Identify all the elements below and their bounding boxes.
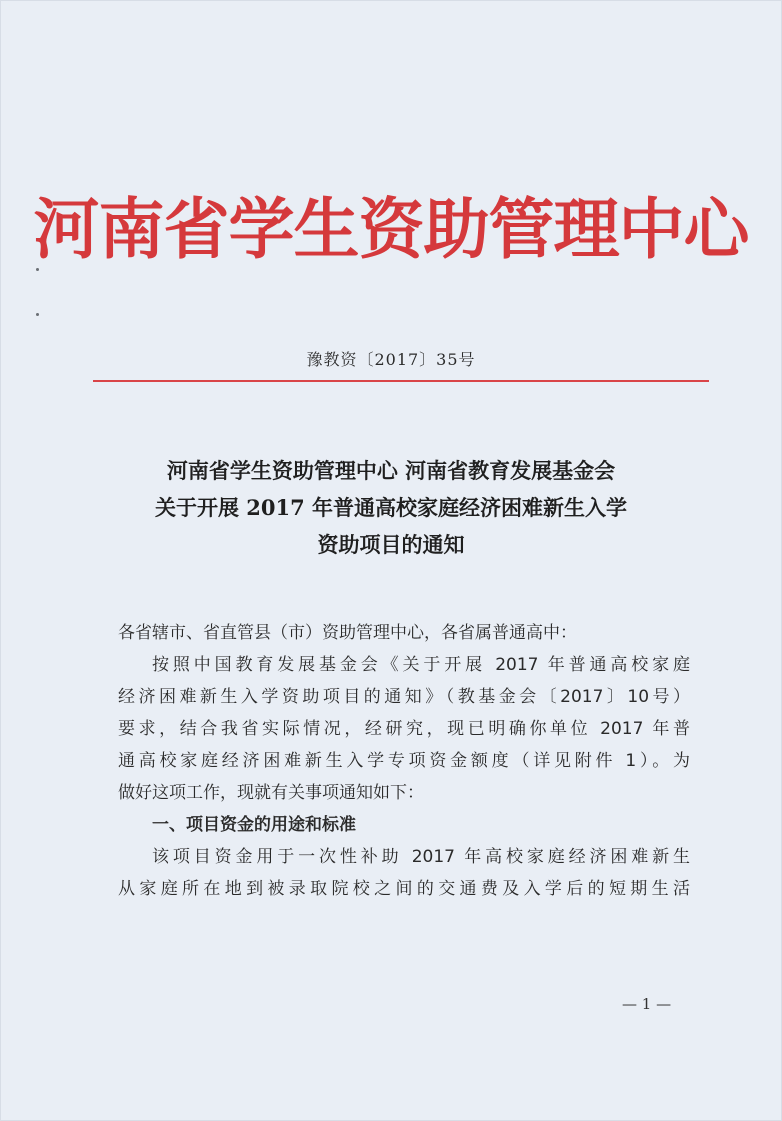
body-text-line: 要求，结合我省实际情况，经研究，现已明确你单位 2017 年普 bbox=[118, 719, 690, 739]
document-number: 豫教资〔2017〕35号 bbox=[306, 350, 476, 369]
document-title bbox=[0, 452, 782, 563]
scan-speck bbox=[36, 313, 39, 316]
document-body bbox=[118, 617, 690, 905]
body-text-line: 按照中国教育发展基金会《关于开展 2017 年普通高校家庭 bbox=[152, 655, 690, 675]
salutation: 各省辖市、省直管县（市）资助管理中心，各省属普通高中： bbox=[118, 623, 577, 643]
section-heading: 一、项目资金的用途和标准 bbox=[152, 815, 356, 835]
title-line: 资助项目的通知 bbox=[317, 532, 465, 557]
title-line: 关于开展 2017 年普通高校家庭经济困难新生入学 bbox=[154, 495, 628, 520]
body-text-line: 从家庭所在地到被录取院校之间的交通费及入学后的短期生活 bbox=[118, 879, 690, 899]
body-text-line: 经济困难新生入学资助项目的通知》（教基金会〔2017〕10号） bbox=[118, 687, 690, 707]
body-text-line: 该项目资金用于一次性补助 2017 年高校家庭经济困难新生 bbox=[152, 847, 690, 867]
issuing-organization-header: 河南省学生资助管理中心 bbox=[33, 190, 749, 268]
title-line: 河南省学生资助管理中心 河南省教育发展基金会 bbox=[166, 458, 616, 483]
body-text-line: 做好这项工作，现就有关事项通知如下： bbox=[118, 783, 424, 803]
body-text-line: 通高校家庭经济困难新生入学专项资金额度（详见附件 1）。为 bbox=[118, 751, 690, 771]
page-number: — 1 — bbox=[622, 995, 672, 1013]
red-separator-line bbox=[93, 380, 709, 382]
scan-speck bbox=[36, 268, 39, 271]
